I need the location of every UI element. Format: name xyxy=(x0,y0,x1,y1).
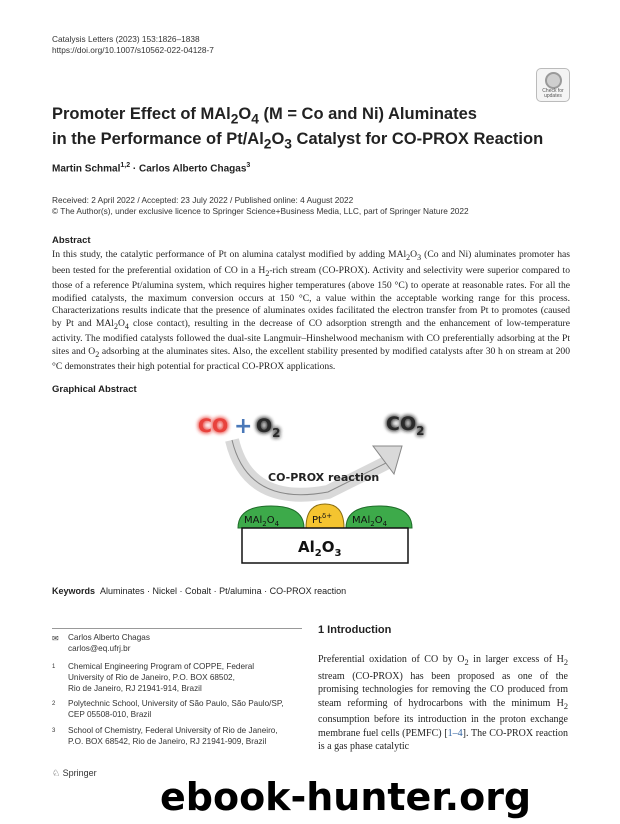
affiliation-2: Polytechnic School, University of São Paulo, São Paulo/SP, CEP 05508-010, Brazil xyxy=(68,699,284,719)
check-for-updates-badge[interactable] xyxy=(536,68,570,102)
keywords-line xyxy=(52,586,346,596)
footnote-divider xyxy=(52,628,302,629)
publication-dates: Received: 2 April 2022 / Accepted: 23 July 2022 / Published online: 4 August 2022 xyxy=(52,195,354,205)
updates-icon xyxy=(545,72,562,89)
support-label: $Al_2O_3$ xyxy=(298,538,342,559)
corresponding-email[interactable]: carlos@eq.ufrj.br xyxy=(68,644,131,653)
product-co2: $CO_2$ xyxy=(386,413,425,438)
copyright-notice: © The Author(s), under exclusive licence to Springer Science+Business Media, LLC, part of Springer Nature 2022 xyxy=(52,206,469,216)
plus-icon: + xyxy=(234,414,253,439)
affiliation-number: 1 xyxy=(52,664,56,670)
citation-link[interactable]: 1–4 xyxy=(447,727,463,739)
affiliation-number: 3 xyxy=(52,728,56,734)
title-line-1: Promoter Effect of $MAl_2O_4$ (M = Co and Ni) Aluminates xyxy=(52,105,477,127)
reaction-label: CO-PROX reaction xyxy=(268,471,380,484)
graphical-abstract-figure xyxy=(188,402,428,572)
introduction-text: Preferential oxidation of CO by $O_2$ in larger excess of $H_2$ stream (CO-PROX) has been proposed as one of the promising technologies for removing the CO produced from steam reforming of hydrocarbons with the minimum $H_2$ consumption before its introduction in the proton exchange membrane fuel cells (PEMFC) [1–4]. The CO-PROX reaction is a gas phase catalytic xyxy=(318,654,569,752)
watermark: ebook-hunter.org xyxy=(160,775,532,819)
abstract-heading: Abstract xyxy=(52,235,91,246)
affiliation-number: 2 xyxy=(52,701,56,707)
doi-link[interactable]: https://doi.org/10.1007/s10562-022-04128-7 xyxy=(52,45,214,55)
reactant-o2: $O_2$ xyxy=(256,415,281,440)
section-heading-introduction: 1 Introduction xyxy=(318,624,392,636)
affiliation-3: School of Chemistry, Federal University of Rio de Janeiro, P.O. BOX 68542, Rio de Janeiro, RJ 21941-909, Brazil xyxy=(68,726,278,746)
article-title xyxy=(52,104,572,155)
title-line-2: in the Performance of $Pt/Al_2O_3$ Catalyst for CO-PROX Reaction xyxy=(52,130,544,152)
affiliation-1: Chemical Engineering Program of COPPE, Federal University of Rio de Janeiro, P.O. BOX 68502, Rio de Janeiro, RJ 21941-914, Brazil xyxy=(68,662,255,693)
keywords-label: Keywords xyxy=(52,586,96,596)
publisher-logo: ♘ Springer xyxy=(52,768,97,778)
graphical-abstract-heading: Graphical Abstract xyxy=(52,384,137,395)
springer-horse-icon: ♘ xyxy=(52,768,61,778)
badge-label: Check for updates xyxy=(542,88,564,99)
author-name[interactable]: Martin Schmal xyxy=(52,163,121,175)
journal-citation: Catalysis Letters (2023) 153:1826–1838 xyxy=(52,34,200,44)
pt-label: $Pt^{\delta+}$ xyxy=(312,512,333,526)
reactant-co: CO xyxy=(198,415,229,437)
aluminate-left-label: $MAl_2O_4$ xyxy=(244,515,280,528)
aluminate-right-label: $MAl_2O_4$ xyxy=(352,515,388,528)
author-name[interactable]: Carlos Alberto Chagas xyxy=(138,163,247,175)
author-list: Martin Schmal$^{1,2}$ · Carlos Alberto Chagas$^3$ xyxy=(52,162,251,175)
abstract-text: In this study, the catalytic performance of Pt on alumina catalyst modified by adding $MAl_2O_3$ (Co and Ni) aluminates promoter has been tested for the preferential oxidation of CO in a $H_2$-rich stream (CO-PROX). Activity and selectivity were superior compared to those of a reference Pt/alumina system, which requires higher temperatures (above 150 °C) to operate at reasonable rates. For all the modified catalysts, the maximum conversion occurs at 150 °C, a value within the acceptable working range for this process. Characterizations results indicate that the presence of aluminates oxides facilitated the electron transfer from Pt to promotes (caused by Pt and $MAl_2O_4$ close contact), resulting in the decrease of CO adsorption strength and the enhancement of low-temperature activity. The modified catalysts followed the dual-site Langmuir–Hinshelwood mechanism with CO preferentially adsorbing at the Pt sites and $O_2$ adsorbing at the aluminates sites. Also, the excellent stability presented by modified catalysts after 30 h on stream at 200 °C demonstrates their high potential for practical CO-PROX applications. xyxy=(52,249,571,373)
keywords-list: Aluminates · Nickel · Cobalt · Pt/alumina · CO-PROX reaction xyxy=(100,586,347,596)
corresponding-author: Carlos Alberto Chagas xyxy=(68,633,150,642)
reaction-arrow-shaft xyxy=(232,440,388,495)
envelope-icon: ✉ xyxy=(52,634,59,643)
